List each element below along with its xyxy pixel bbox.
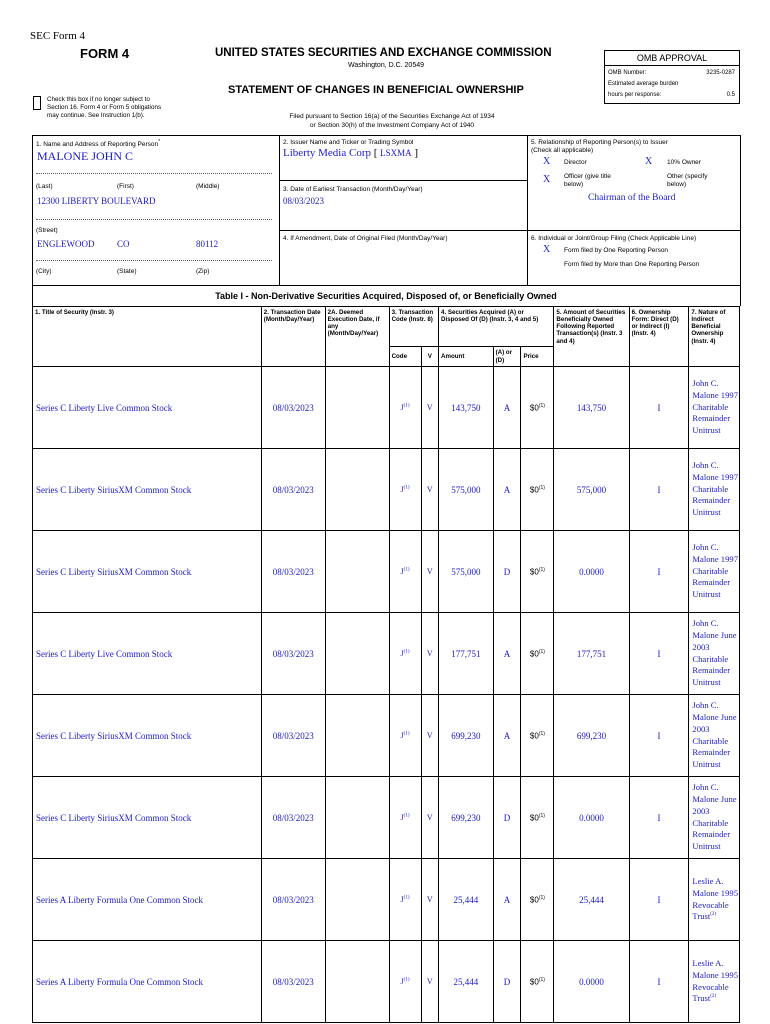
code-footnote: (1) (403, 731, 410, 737)
nature-of-ownership (689, 531, 740, 613)
acquired-disposed: A (493, 449, 521, 531)
sub-ad-header: (A) or (D) (493, 347, 521, 367)
price-footnote: (1) (538, 402, 545, 409)
price-value: $0 (529, 649, 539, 659)
price (521, 859, 554, 941)
amount: 575,000 (439, 449, 494, 531)
ownership-form: I (629, 613, 689, 695)
earliest-date: 08/03/2023 (283, 196, 325, 206)
nature-text: John C. Malone 1997 Charitable Remainder Unitrust (692, 459, 738, 518)
code-value: J (400, 649, 404, 658)
table-title: Table I - Non-Derivative Securities Acquired, Disposed of, or Beneficially Owned (215, 291, 557, 301)
reporting-person-name: MALONE JOHN C (37, 149, 133, 163)
table-row (33, 449, 740, 531)
bracket-close: ] (414, 147, 419, 159)
col-form-header: 6. Ownership Form: Direct (D) or Indirect (I) (Instr. 4) (629, 307, 689, 367)
city: ENGLEWOOD (37, 239, 95, 249)
nature-text: John C. Malone 1997 Charitable Remainder Unitrust (692, 541, 738, 600)
sub-code-header: Code (389, 347, 421, 367)
director-mark: X (543, 156, 551, 167)
security-title: Series C Liberty SiriusXM Common Stock (33, 777, 262, 859)
checkbox-text-line: Check this box if no longer subject to (47, 96, 150, 103)
security-title: Series A Liberty Formula One Common Stock (33, 859, 262, 941)
multi-person-option: Form filed by More than One Reporting Person (564, 261, 700, 268)
transaction-code (389, 859, 421, 941)
owned-following: 0.0000 (554, 777, 629, 859)
ownership-form: I (629, 531, 689, 613)
owned-following: 0.0000 (554, 941, 629, 1023)
hours-label: hours per response: (608, 92, 662, 98)
code-value: J (400, 895, 404, 904)
acquired-disposed: D (493, 941, 521, 1023)
price-value: $0 (529, 813, 539, 823)
col-code-header: 3. Transaction Code (Instr. 8) (389, 307, 438, 347)
director-label: Director (564, 159, 587, 166)
security-title: Series C Liberty SiriusXM Common Stock (33, 531, 262, 613)
filing-label: 6. Individual or Joint/Group Filing (Check Applicable Line) (531, 235, 697, 242)
sub-amount-header: Amount (439, 347, 494, 367)
table-row (33, 531, 740, 613)
issuer-name: Liberty Media Corp (283, 147, 371, 159)
no-longer-subject-checkbox[interactable] (33, 96, 41, 110)
col-nature-header: 7. Nature of Indirect Beneficial Ownership (Instr. 4) (689, 307, 740, 367)
deemed-date (325, 695, 389, 777)
nature-text: John C. Malone 1997 Charitable Remainder Unitrust (692, 377, 738, 436)
transaction-code (389, 367, 421, 449)
nature-text: John C. Malone June 2003 Charitable Remainder Unitrust (692, 617, 737, 688)
amendment-label: 4. If Amendment, Date of Original Filed (Month/Day/Year) (283, 235, 448, 242)
security-title: Series C Liberty Live Common Stock (33, 367, 262, 449)
security-title: Series C Liberty Live Common Stock (33, 613, 262, 695)
transaction-code (389, 777, 421, 859)
statement-title: STATEMENT OF CHANGES IN BENEFICIAL OWNERSHIP (228, 84, 524, 96)
zip: 80112 (196, 239, 219, 249)
price-footnote: (1) (538, 812, 545, 819)
v-flag: V (421, 531, 439, 613)
zip-label: (Zip) (196, 268, 210, 275)
other-label-line: below) (667, 181, 687, 188)
ten-percent-owner-mark: X (645, 156, 653, 167)
v-flag: V (421, 367, 439, 449)
amount: 143,750 (439, 367, 494, 449)
nature-footnote: (2) (710, 912, 717, 918)
ownership-form: I (629, 777, 689, 859)
omb-approval-box (604, 50, 740, 104)
deemed-date (325, 367, 389, 449)
filed-line: Filed pursuant to Section 16(a) of the Securities Exchange Act of 1934 (289, 113, 495, 120)
code-footnote: (1) (403, 895, 410, 901)
acquired-disposed: A (493, 613, 521, 695)
owned-following: 143,750 (554, 367, 629, 449)
owned-following: 177,751 (554, 613, 629, 695)
middle-label: (Middle) (196, 183, 220, 190)
amount: 25,444 (439, 859, 494, 941)
security-title: Series C Liberty SiriusXM Common Stock (33, 449, 262, 531)
table-row (33, 941, 740, 1023)
burden-value: 0.5 (726, 92, 735, 98)
nature-text: Leslie A. Malone 1995 Revocable Trust (692, 957, 738, 1004)
nature-text: John C. Malone June 2003 Charitable Remainder Unitrust (692, 781, 737, 852)
price-value: $0 (529, 895, 539, 905)
transaction-code (389, 531, 421, 613)
amount: 25,444 (439, 941, 494, 1023)
transaction-date: 08/03/2023 (261, 777, 325, 859)
sub-price-header: Price (521, 347, 554, 367)
acquired-disposed: D (493, 777, 521, 859)
code-value: J (400, 977, 404, 986)
price-value: $0 (529, 977, 539, 987)
last-label: (Last) (36, 183, 53, 190)
table-row (33, 367, 740, 449)
price (521, 695, 554, 777)
owned-following: 575,000 (554, 449, 629, 531)
commission-title: UNITED STATES SECURITIES AND EXCHANGE COMMISSION (215, 47, 552, 59)
price-footnote: (1) (538, 566, 545, 573)
acquired-disposed: A (493, 859, 521, 941)
transaction-code (389, 695, 421, 777)
owned-following: 699,230 (554, 695, 629, 777)
relationship-label (531, 139, 668, 155)
nature-of-ownership (689, 613, 740, 695)
price (521, 941, 554, 1023)
price-footnote: (1) (538, 484, 545, 491)
transaction-date: 08/03/2023 (261, 859, 325, 941)
deemed-date (325, 941, 389, 1023)
relationship-label-line: 5. Relationship of Reporting Person(s) to Issuer (531, 139, 668, 146)
ownership-form: I (629, 449, 689, 531)
ownership-form: I (629, 941, 689, 1023)
price-footnote: (1) (538, 976, 545, 983)
nature-of-ownership (689, 859, 740, 941)
code-footnote: (1) (403, 649, 410, 655)
transaction-date: 08/03/2023 (261, 531, 325, 613)
v-flag: V (421, 449, 439, 531)
filed-pursuant-note (272, 112, 512, 130)
officer-label-line: below) (564, 181, 584, 188)
price (521, 613, 554, 695)
col-title-header: 1. Title of Security (Instr. 3) (33, 307, 262, 367)
checkbox-instructions (47, 96, 161, 120)
price (521, 777, 554, 859)
security-title: Series C Liberty SiriusXM Common Stock (33, 695, 262, 777)
table-row (33, 695, 740, 777)
acquired-disposed: A (493, 367, 521, 449)
non-derivative-table (32, 306, 740, 1023)
price-footnote: (1) (538, 648, 545, 655)
price (521, 367, 554, 449)
nature-text: John C. Malone June 2003 Charitable Remainder Unitrust (692, 699, 737, 770)
price-footnote: (1) (538, 894, 545, 901)
transaction-code (389, 613, 421, 695)
col-acquired-header: 4. Securities Acquired (A) or Disposed Of (D) (Instr. 3, 4 and 5) (439, 307, 554, 347)
state: CO (117, 239, 130, 249)
deemed-date (325, 613, 389, 695)
reporting-person-label (36, 139, 160, 148)
officer-label-line: Officer (give title (564, 173, 611, 180)
deemed-date (325, 777, 389, 859)
table-row (33, 777, 740, 859)
omb-number-value: 3235-0287 (706, 70, 735, 76)
nature-of-ownership (689, 695, 740, 777)
v-flag: V (421, 695, 439, 777)
officer-title: Chairman of the Board (588, 193, 676, 203)
issuer-label: 2. Issuer Name and Ticker or Trading Symbol (283, 139, 414, 146)
transaction-code (389, 941, 421, 1023)
nature-of-ownership (689, 941, 740, 1023)
commission-city: Washington, D.C. 20549 (348, 62, 425, 69)
code-footnote: (1) (403, 813, 410, 819)
issuer-name-ticker (283, 147, 418, 159)
label-asterisk: * (158, 139, 161, 145)
street-label: (Street) (36, 227, 58, 234)
ownership-form: I (629, 367, 689, 449)
v-flag: V (421, 613, 439, 695)
code-footnote: (1) (403, 485, 410, 491)
amount: 699,230 (439, 695, 494, 777)
ownership-form: I (629, 859, 689, 941)
earliest-date-label: 3. Date of Earliest Transaction (Month/Day/Year) (283, 186, 423, 193)
table-row (33, 613, 740, 695)
relationship-label-line: (Check all applicable) (531, 147, 594, 154)
col-date-header: 2. Transaction Date (Month/Day/Year) (261, 307, 325, 367)
price-footnote: (1) (538, 730, 545, 737)
v-flag: V (421, 777, 439, 859)
transaction-date: 08/03/2023 (261, 941, 325, 1023)
code-footnote: (1) (403, 403, 410, 409)
officer-mark: X (543, 174, 551, 185)
code-footnote: (1) (403, 567, 410, 573)
price-value: $0 (529, 485, 539, 495)
nature-of-ownership (689, 777, 740, 859)
v-flag: V (421, 941, 439, 1023)
nature-of-ownership (689, 449, 740, 531)
price-value: $0 (529, 567, 539, 577)
burden-label: Estimated average burden (608, 81, 679, 87)
form-title: FORM 4 (80, 46, 130, 61)
filed-line: or Section 30(h) of the Investment Company Act of 1940 (309, 122, 475, 129)
col-deemed-header: 2A. Deemed Execution Date, if any (Month/Day/Year) (325, 307, 389, 367)
street-address: 12300 LIBERTY BOULEVARD (37, 196, 156, 206)
nature-text: Leslie A. Malone 1995 Revocable Trust (692, 875, 738, 922)
omb-number-label: OMB Number: (608, 70, 647, 76)
owned-following: 0.0000 (554, 531, 629, 613)
acquired-disposed: D (493, 531, 521, 613)
col-owned-header: 5. Amount of Securities Beneficially Owned Following Reported Transaction(s) (Instr. 3 and 4) (554, 307, 629, 367)
city-label: (City) (36, 268, 52, 275)
amount: 575,000 (439, 531, 494, 613)
one-person-option: Form filed by One Reporting Person (564, 247, 669, 254)
checkbox-text-line: may continue. See Instruction 1(b). (47, 112, 145, 119)
other-label-line: Other (specify (667, 173, 708, 180)
officer-label (564, 173, 611, 189)
omb-title: OMB APPROVAL (605, 51, 739, 66)
deemed-date (325, 449, 389, 531)
issuer-ticker: LSXMA (380, 148, 412, 158)
other-label (667, 173, 707, 189)
nature-of-ownership (689, 367, 740, 449)
v-flag: V (421, 859, 439, 941)
first-label: (First) (117, 183, 134, 190)
checkbox-text-line: Section 16. Form 4 or Form 5 obligations (47, 104, 162, 111)
code-value: J (400, 567, 404, 576)
price-value: $0 (529, 403, 539, 413)
transaction-date: 08/03/2023 (261, 367, 325, 449)
code-footnote: (1) (403, 977, 410, 983)
state-label: (State) (117, 268, 137, 275)
ownership-form: I (629, 695, 689, 777)
amount: 699,230 (439, 777, 494, 859)
acquired-disposed: A (493, 695, 521, 777)
transaction-date: 08/03/2023 (261, 695, 325, 777)
transaction-code (389, 449, 421, 531)
amount: 177,751 (439, 613, 494, 695)
deemed-date (325, 531, 389, 613)
price (521, 449, 554, 531)
one-person-mark: X (543, 244, 551, 255)
price (521, 531, 554, 613)
transaction-date: 08/03/2023 (261, 613, 325, 695)
price-value: $0 (529, 731, 539, 741)
ten-percent-owner-label: 10% Owner (667, 159, 701, 166)
nature-footnote: (2) (710, 994, 717, 1000)
bracket-open: [ (373, 147, 378, 159)
security-title: Series A Liberty Formula One Common Stock (33, 941, 262, 1023)
sub-v-header: V (421, 347, 439, 367)
reporting-person-label-text: 1. Name and Address of Reporting Person (36, 141, 159, 149)
owned-following: 25,444 (554, 859, 629, 941)
code-value: J (400, 403, 404, 412)
code-value: J (400, 485, 404, 494)
deemed-date (325, 859, 389, 941)
transaction-date: 08/03/2023 (261, 449, 325, 531)
code-value: J (400, 813, 404, 822)
table-row (33, 859, 740, 941)
sec-form-label: SEC Form 4 (30, 30, 86, 42)
code-value: J (400, 731, 404, 740)
